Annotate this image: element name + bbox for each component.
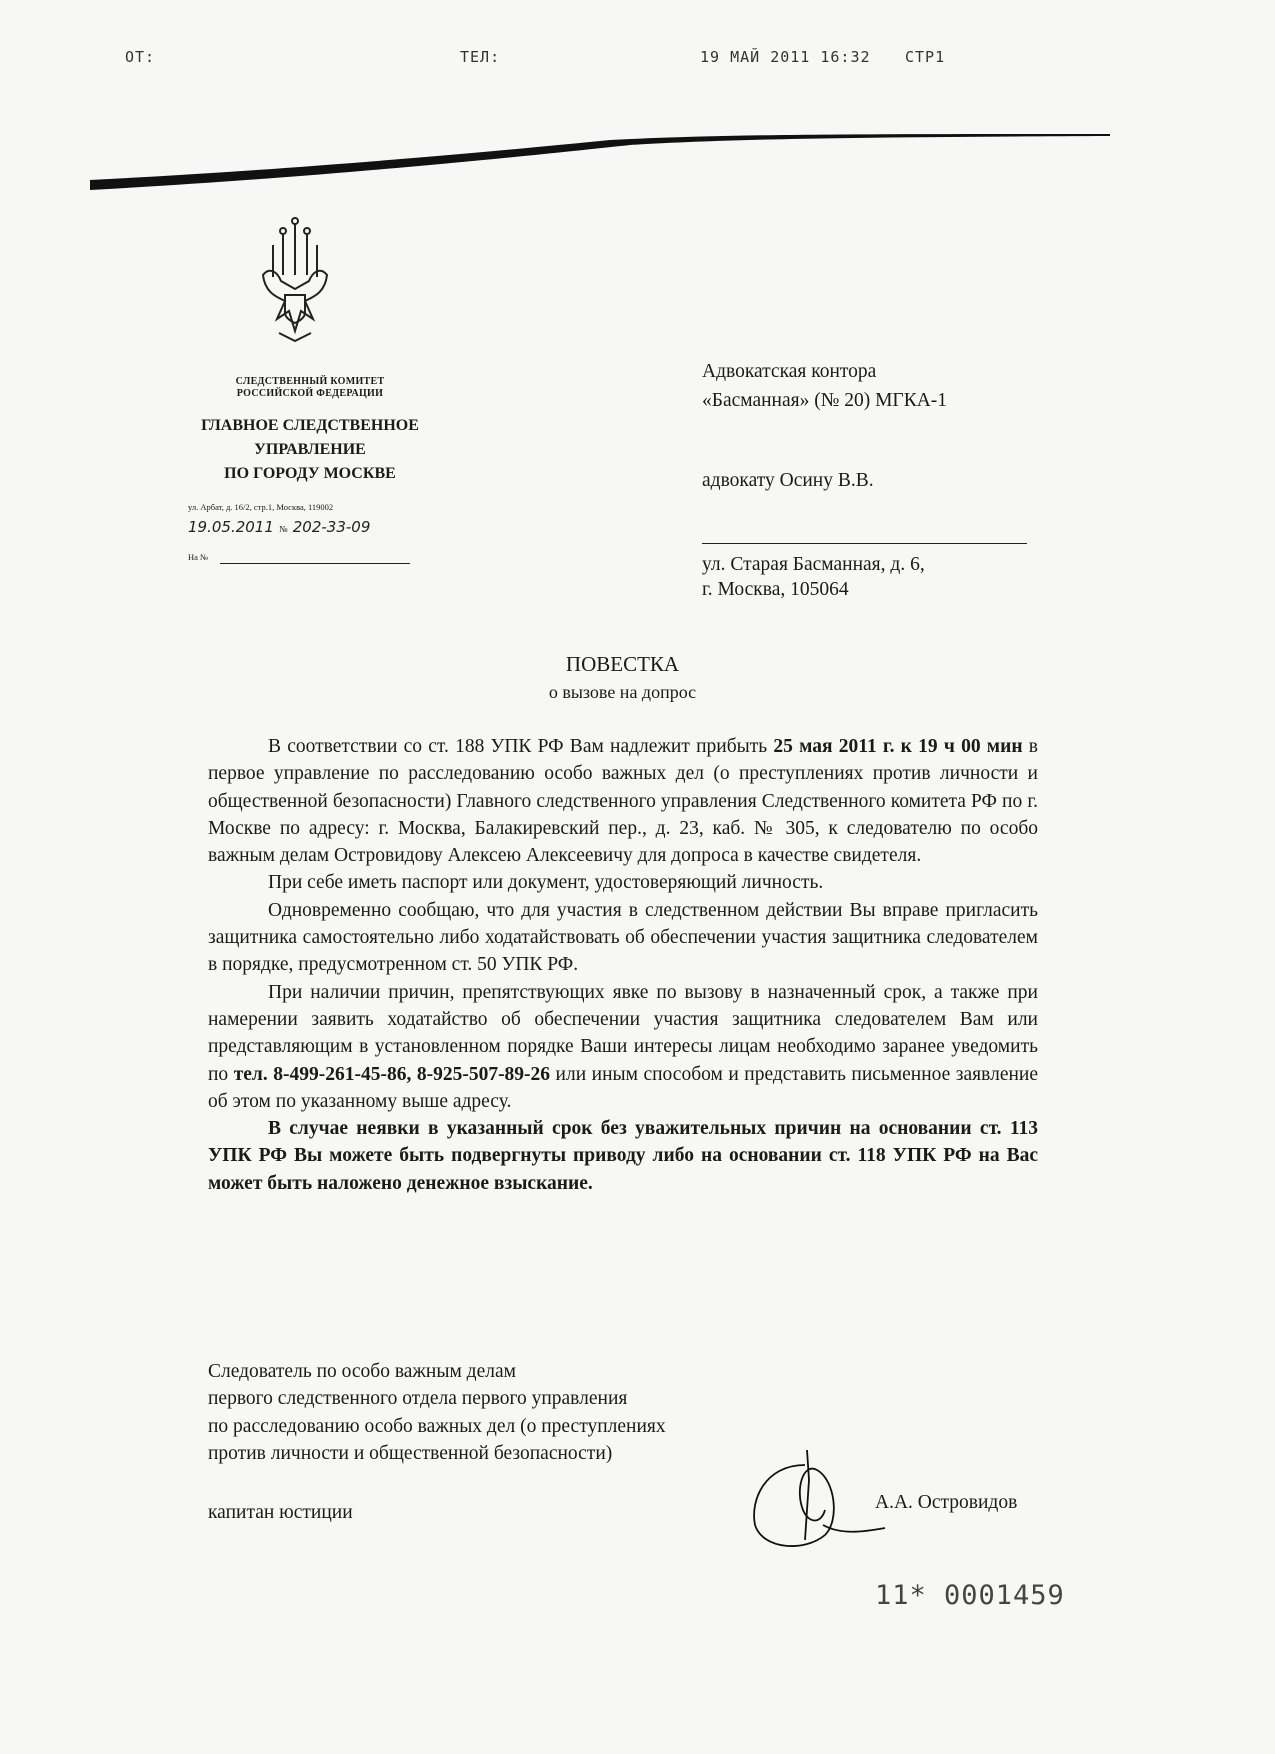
signatory-rank: капитан юстиции	[208, 1502, 353, 1523]
fax-header	[0, 48, 1275, 72]
reference-line	[188, 552, 208, 562]
paragraph-defender: Одновременно сообщаю, что для участия в следственном действии Вы вправе пригласить защитника самостоятельно либо ходатайствовать об обеспечении участия защитника следователем в порядке, предусмотренном ст. 50 УПК РФ.	[208, 899, 1038, 976]
recipient-address-line1: ул. Старая Басманная, д. 6,	[702, 554, 925, 575]
reference-label: На №	[188, 552, 209, 562]
outgoing-date: 19.05.2011	[188, 518, 274, 536]
document-title: ПОВЕСТКА	[565, 652, 680, 676]
department-line2: УПРАВЛЕНИЕ	[254, 441, 366, 458]
outgoing-number: 202-33-09	[292, 518, 371, 536]
recipient-blank-line	[702, 543, 1027, 544]
fax-from-label: ОТ:	[125, 48, 156, 66]
paragraph-warning: В случае неявки в указанный срок без уважительных причин на основании ст. 113 УПК РФ Вы можете быть подвергнуты приводу либо на основании ст. 118 УПК РФ на Вас может быть наложено денежное взыскание.	[208, 1118, 1038, 1194]
p4-text-start: При наличии причин, препятствующих явке по вызову в назначенный срок, а также при намерении заявить ходатайство об обеспечении участия защитника следователем Вам или представляющим в установленном порядке Ваши интересы лицам необходимо заранее уведомить по	[208, 981, 1038, 1085]
recipient-person: адвокату Осину В.В.	[702, 470, 874, 491]
serial-number: 11* 0001459	[875, 1580, 1065, 1611]
signatory-line4: против личности и общественной безопасности)	[208, 1443, 613, 1465]
scan-artifact-stroke	[90, 120, 1110, 200]
p4-text-end: или иным способом и представить письменное заявление об этом по указанному выше адресу.	[208, 1063, 1039, 1112]
department-line1: ГЛАВНОЕ СЛЕДСТВЕННОЕ	[201, 417, 419, 434]
coat-of-arms-emblem	[255, 215, 335, 345]
fax-page: СТР1	[905, 48, 946, 66]
signatory-line2: первого следственного отдела первого управления	[208, 1388, 628, 1410]
contact-phones: тел. 8-499-261-45-86, 8-925-507-89-26	[233, 1063, 551, 1085]
fax-datetime: 19 МАЙ 2011 16:32	[700, 48, 871, 66]
p1-text-start: В соответствии со ст. 188 УПК РФ Вам надлежит прибыть	[268, 736, 774, 757]
paragraph-notification	[208, 979, 1038, 1115]
recipient-org-line2: «Басманная» (№ 20) МГКА-1	[702, 390, 948, 411]
reference-blank	[220, 563, 410, 564]
outgoing-no-label: №	[279, 524, 288, 534]
appearance-datetime: 25 мая 2011 г. к 19 ч 00 мин	[773, 736, 1023, 757]
recipient-org-line1: Адвокатская контора	[702, 361, 877, 382]
fax-phone-label: ТЕЛ:	[460, 48, 501, 66]
paragraph-documents: При себе иметь паспорт или документ, удостоверяющий личность.	[268, 872, 824, 894]
signatory-line1: Следователь по особо важным делам	[208, 1361, 516, 1382]
signatory-name: А.А. Островидов	[875, 1492, 1018, 1513]
p1-text-end: в первое управление по расследованию особо важных дел (о преступлениях против личности и общественной безопасности) Главного следственного управления Следственного комитета РФ по г. Москве по адресу: г. Москва, Балакиревский пер., д. 23, каб. № 305, к следователю по особо важным делам Островидову Алексею Алексеевичу для допроса в качестве свидетеля.	[208, 736, 1038, 867]
issuer-header	[175, 376, 445, 486]
issuer-address: ул. Арбат, д. 16/2, стр.1, Москва, 119002	[188, 502, 334, 512]
handwritten-signature	[745, 1440, 895, 1560]
recipient-address-line2: г. Москва, 105064	[702, 579, 849, 600]
signatory-position	[208, 1358, 666, 1468]
document-subtitle: о вызове на допрос	[548, 682, 697, 702]
signatory-line3: по расследованию особо важных дел (о преступлениях	[208, 1415, 666, 1437]
committee-name-line1: СЛЕДСТВЕННЫЙ КОМИТЕТ	[235, 376, 385, 387]
outgoing-number-line	[188, 518, 370, 536]
department-line3: ПО ГОРОДУ МОСКВЕ	[224, 465, 396, 482]
summons-body	[208, 733, 1038, 1197]
paragraph-appearance	[208, 733, 1038, 869]
committee-name-line2: РОССИЙСКОЙ ФЕДЕРАЦИИ	[236, 388, 384, 399]
